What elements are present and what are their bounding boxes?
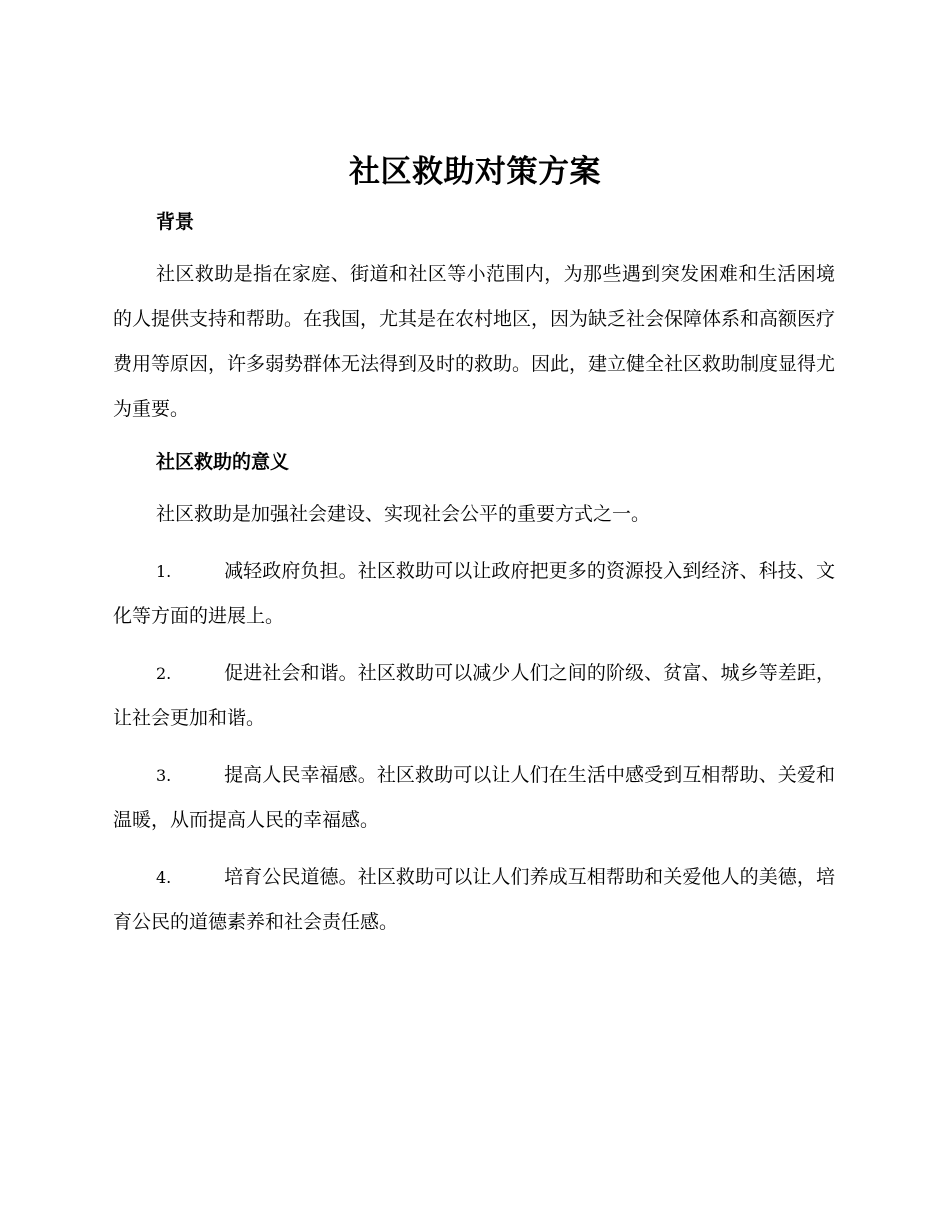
section-heading-significance: 社区救助的意义 <box>156 451 290 473</box>
background-paragraph: 社区救助是指在家庭、街道和社区等小范围内，为那些遇到突发困难和生活困境的人提供支持和帮助。在我国，尤其是在农村地区，因为缺乏社会保障体系和高额医疗费用等原因，许多弱势群体无法得到及时的救助。因此，建立健全社区救助制度显得尤为重要。 <box>113 263 836 420</box>
document-title: 社区救助对策方案 <box>349 154 601 190</box>
list-item-text: 培育公民道德。社区救助可以让人们养成互相帮助和关爱他人的美德，培育公民的道德素养和社会责任感。 <box>113 866 835 933</box>
list-item-text: 减轻政府负担。社区救助可以让政府把更多的资源投入到经济、科技、文化等方面的进展上。 <box>113 560 835 627</box>
list-item <box>113 651 835 741</box>
list-item-text: 提高人民幸福感。社区救助可以让人们在生活中感受到互相帮助、关爱和温暖，从而提高人民的幸福感。 <box>113 764 835 831</box>
significance-paragraph: 社区救助是加强社会建设、实现社会公平的重要方式之一。 <box>156 503 651 525</box>
list-item <box>113 549 835 639</box>
list-item-text: 促进社会和谐。社区救助可以减少人们之间的阶级、贫富、城乡等差距，让社会更加和谐。 <box>113 662 835 729</box>
list-item-number: 2. <box>156 664 172 683</box>
list-item-number: 3. <box>156 766 172 785</box>
section-heading-background: 背景 <box>156 211 195 233</box>
document-body <box>113 202 835 945</box>
list-item <box>113 855 835 945</box>
list-item-number: 4. <box>156 868 172 887</box>
list-item-number: 1. <box>156 562 172 581</box>
list-item <box>113 753 835 843</box>
